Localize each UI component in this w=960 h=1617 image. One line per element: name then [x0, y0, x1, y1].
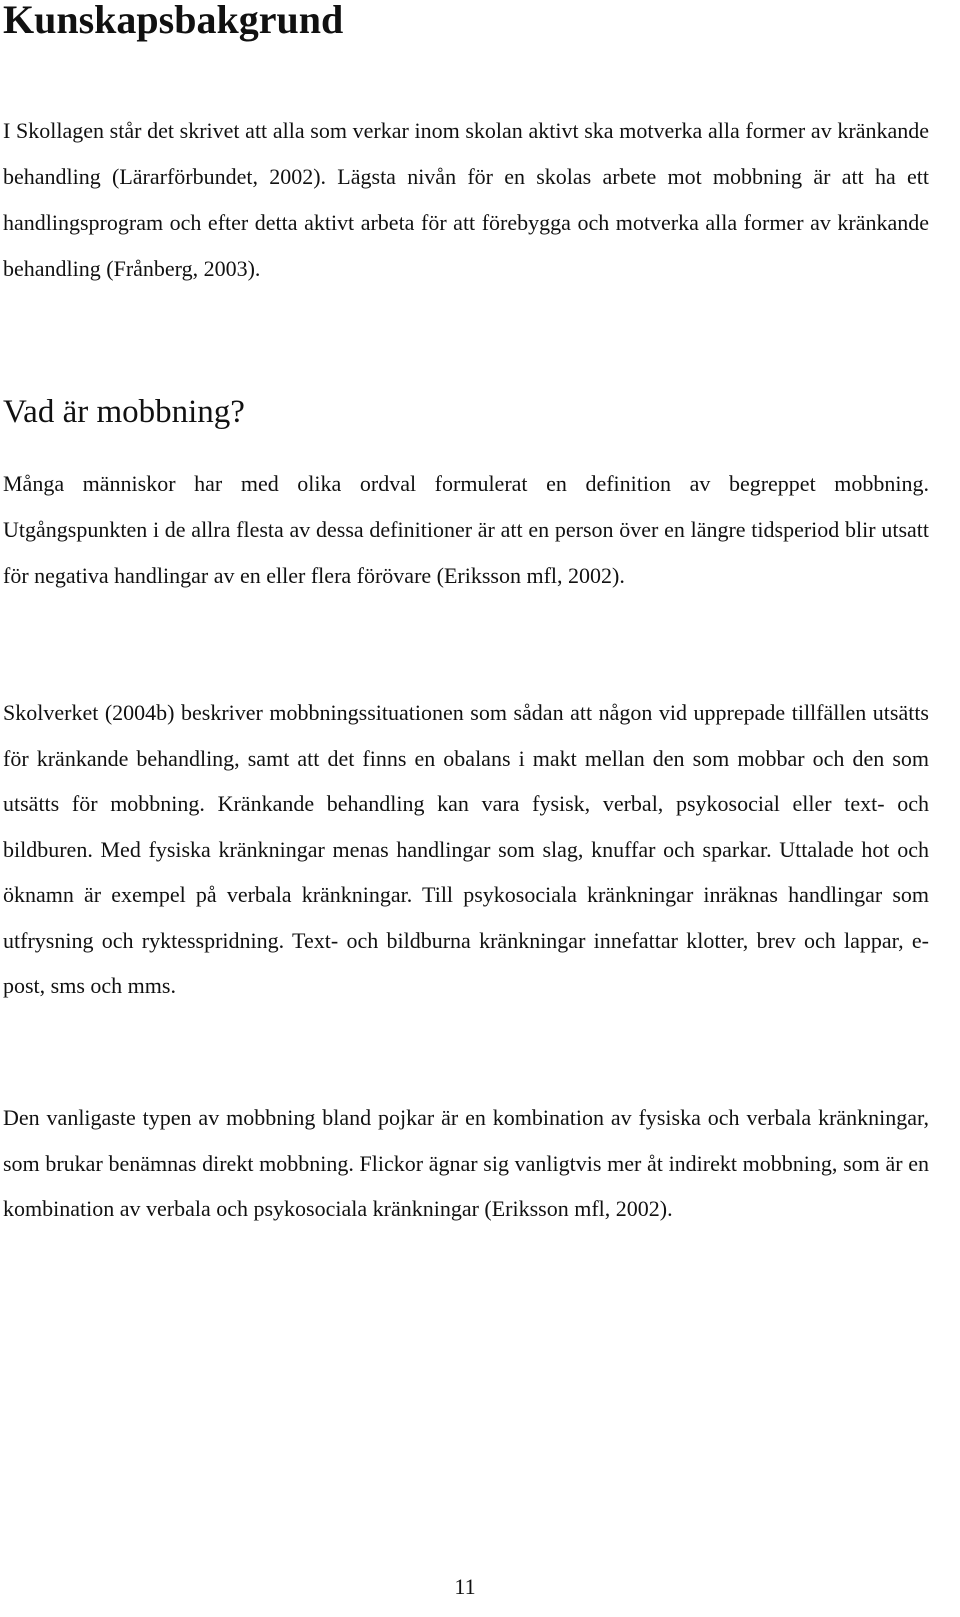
section-heading: Vad är mobbning?: [3, 394, 245, 430]
definition-paragraph: Många människor har med olika ordval formulerat en definition av begreppet mobbning. Utgångspunkten i de allra flesta av dessa definitioner är att en person över en längre tidsperiod blir utsatt för negativa handlingar av en eller flera förövare (Eriksson mfl, 2002).: [3, 471, 929, 588]
skolverket-paragraph: Skolverket (2004b) beskriver mobbningssituationen som sådan att någon vid upprepade tillfällen utsätts för kränkande behandling, samt att det finns en obalans i makt mellan den som mobbar och den som utsätts för mobbning. Kränkande behandling kan vara fysisk, verbal, psykosocial eller text- och bildburen. Med fysiska kränkningar menas handlingar som slag, knuffar och sparkar. Uttalade hot och öknamn är exempel på verbala kränkningar. Till psykosociala kränkningar inräknas handlingar som utfrysning och ryktesspridning. Text- och bildburna kränkningar innefattar klotter, brev och lappar, e-post, sms och mms.: [3, 700, 929, 998]
gender-differences-paragraph: Den vanligaste typen av mobbning bland pojkar är en kombination av fysiska och verbala kränkningar, som brukar benämnas direkt mobbning. Flickor ägnar sig vanligtvis mer åt indirekt mobbning, som är en kombination av verbala och psykosociala kränkningar (Eriksson mfl, 2002).: [3, 1105, 929, 1221]
intro-paragraph: I Skollagen står det skrivet att alla som verkar inom skolan aktivt ska motverka alla former av kränkande behandling (Lärarförbundet, 2002). Lägsta nivån för en skolas arbete mot mobbning är att ha ett handlingsprogram och efter detta aktivt arbeta för att förebygga och motverka alla former av kränkande behandling (Frånberg, 2003).: [3, 118, 929, 281]
page-number: 11: [454, 1574, 476, 1599]
page-title: Kunskapsbakgrund: [3, 0, 344, 42]
